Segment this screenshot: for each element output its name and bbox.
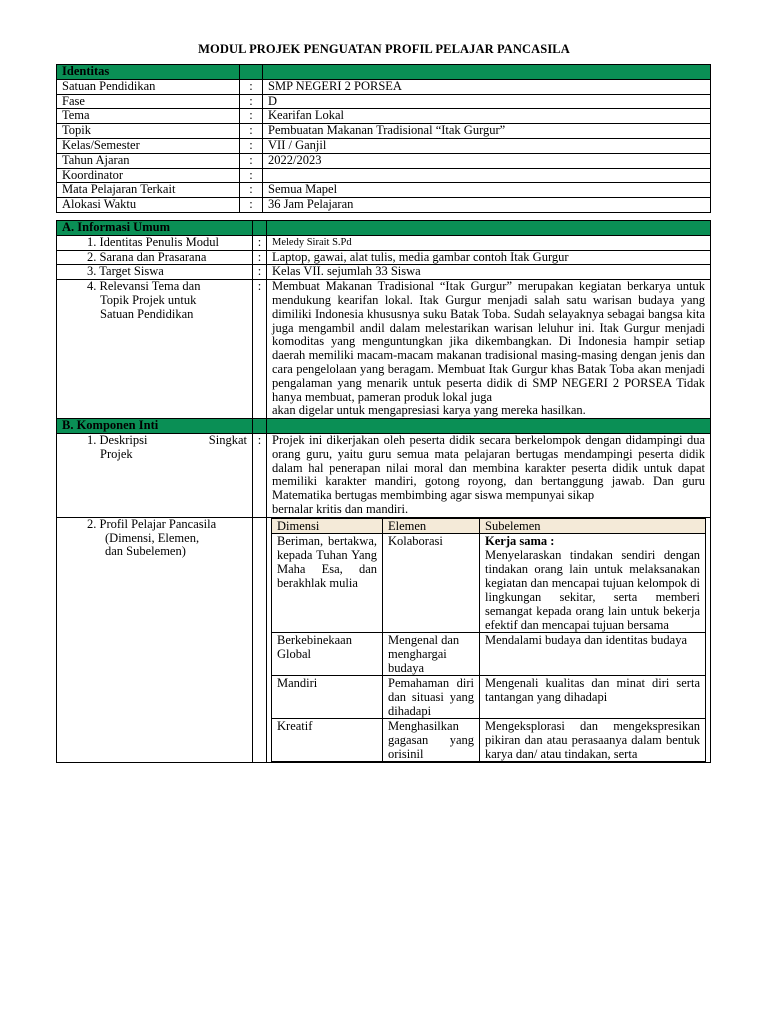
row-value: VII / Ganjil [263,138,711,153]
table-row: 3. Target Siswa : Kelas VII. sejumlah 33 Siswa [57,265,711,280]
elemen-cell: Menghasilkan gagasan yang orisinil [383,718,480,761]
deskripsi-text: Projek ini dikerjakan oleh peserta didik secara berkelompok dengan didampingi dua orang guru, yaitu guru semua mata pelajaran bertugas mendampingi peserta didik dalam hal penerapan nilai moral dan membina karakter peserta didik untuk dapat memiliki karakter mandiri, gotong royong, dan bertanggung jawab. Dan guru Matematika bertugas membimbing agar siswa mempunyai sikap bernalar kritis dan mandiri. [267,433,711,517]
dimensi-cell: Kreatif [272,718,383,761]
elemen-cell: Mengenal dan menghargai budaya [383,632,480,675]
modul-content-table [56,220,711,763]
row-value: 2022/2023 [263,153,711,168]
identitas-header: Identitas [57,65,240,80]
dimensi-cell: Berkebinekaan Global [272,632,383,675]
table-row: 1. Identitas Penulis Modul : Meledy Sirait S.Pd [57,235,711,250]
section-b-header: B. Komponen Inti [57,419,253,434]
row-label: 2. Sarana dan Prasarana [57,250,253,265]
subelemen-cell: Mengenali kualitas dan minat diri serta tantangan yang dihadapi [480,675,706,718]
identitas-table [56,64,711,213]
table-row [272,718,706,761]
col-subelemen: Subelemen [480,518,706,533]
table-row: 2. Sarana dan Prasarana : Laptop, gawai, alat tulis, media gambar contoh Itak Gurgur [57,250,711,265]
relevansi-text: Membuat Makanan Tradisional “Itak Gurgur” merupakan kegiatan berkarya untuk mendukung kearifan lokal. Itak Gurgur menjadi salah satu warisan budaya yang dimiliki Indonesia khususnya suku Batak Toba. Sudah selayaknya sebagai bangsa kita juga mengambil andil dalam melestarikan warisan leluhur ini. Itak Gurgur menjadi komoditas yang menguntungkan jika dikembangkan. Di Indonesia hampir setiap daerah memiliki macam-macam makanan tradisional masing-masing dengan jenis dan cara pengelolaan yang beragam. Membuat Itak Gurgur khas Batak Toba akan menjadi pengalaman yang menarik untuk peserta didik di SMP NEGERI 2 PORSEA Tidak hanya membuat, pameran produk lokal juga akan digelar untuk mengapresiasi karya yang mereka hasilkan. [267,280,711,419]
deskripsi-label: 1. Deskripsi Singkat Projek [57,433,253,517]
subelemen-cell: Kerja sama : Menyelaraskan tindakan sendiri dengan tindakan orang lain untuk melaksanakan kegiatan dan mencapai tujuan kelompok di lingkungan sekitar, serta memberi semangat kepada orang lain untuk bekerja efektif dan mencapai tujuan bersama [480,533,706,632]
identitas-header-row [57,65,711,80]
row-value: D [263,94,711,109]
table-row [272,533,706,632]
subelemen-cell: Mendalami budaya dan identitas budaya [480,632,706,675]
row-value: Pembuatan Makanan Tradisional “Itak Gurgur” [263,124,711,139]
row-value [263,168,711,183]
section-a-header: A. Informasi Umum [57,221,253,236]
relevansi-row: 4. Relevansi Tema dan Topik Projek untuk Satuan Pendidikan : Membuat Makanan Tradisional “Itak Gurgur” merupakan kegiatan berkarya untuk mendukung kearifan lokal. Itak Gurgur menjadi salah satu warisan budaya yang dimiliki Indonesia khususnya suku Batak Toba. Sudah selayaknya sebagai bangsa kita juga mengambil andil dalam melestarikan warisan leluhur ini. Itak Gurgur menjadi komoditas yang menguntungkan jika dikembangkan. Di Indonesia hampir setiap daerah memiliki macam-macam makanan tradisional masing-masing dengan jenis dan cara pengelolaan yang beragam. Membuat Itak Gurgur khas Batak Toba akan menjadi pengalaman yang menarik untuk peserta didik di SMP NEGERI 2 PORSEA Tidak hanya membuat, pameran produk lokal juga akan digelar untuk mengapresiasi karya yang mereka hasilkan. [57,280,711,419]
elemen-cell: Kolaborasi [383,533,480,632]
deskripsi-row: 1. Deskripsi Singkat Projek : Projek ini dikerjakan oleh peserta didik secara berkelompok dengan didampingi dua orang guru, yaitu guru semua mata pelajaran bertugas mendampingi peserta didik dalam hal penerapan nilai moral dan membina karakter peserta didik untuk dapat memiliki karakter mandiri, gotong royong, dan bertanggung jawab. Dan guru Matematika bertugas membimbing agar siswa mempunyai sikap bernalar kritis dan mandiri. [57,433,711,517]
table-row: Topik : Pembuatan Makanan Tradisional “Itak Gurgur” [57,124,711,139]
profil-header-row [272,518,706,533]
row-value: Laptop, gawai, alat tulis, media gambar contoh Itak Gurgur [267,250,711,265]
table-row [272,675,706,718]
table-row: Alokasi Waktu : 36 Jam Pelajaran [57,198,711,213]
col-elemen: Elemen [383,518,480,533]
row-label: Kelas/Semester [57,138,240,153]
table-row: Fase : D [57,94,711,109]
profil-pelajar-table [271,518,706,762]
table-row: Kelas/Semester : VII / Ganjil [57,138,711,153]
profil-row [57,517,711,762]
table-row: Tema : Kearifan Lokal [57,109,711,124]
row-label: Tahun Ajaran [57,153,240,168]
table-row: Koordinator : [57,168,711,183]
table-row: Mata Pelajaran Terkait : Semua Mapel [57,183,711,198]
row-value: SMP NEGERI 2 PORSEA [263,79,711,94]
table-row: Tahun Ajaran : 2022/2023 [57,153,711,168]
table-row [272,632,706,675]
profil-cell [267,517,711,762]
section-b-header-row [57,419,711,434]
row-label: Satuan Pendidikan [57,79,240,94]
row-value: 36 Jam Pelajaran [263,198,711,213]
row-label: Alokasi Waktu [57,198,240,213]
row-label: Topik [57,124,240,139]
row-label: Mata Pelajaran Terkait [57,183,240,198]
row-label: Fase [57,94,240,109]
dimensi-cell: Beriman, bertakwa, kepada Tuhan Yang Maha Esa, dan berakhlak mulia [272,533,383,632]
page-title: MODUL PROJEK PENGUATAN PROFIL PELAJAR PANCASILA [198,42,570,56]
col-dimensi: Dimensi [272,518,383,533]
row-value: Meledy Sirait S.Pd [267,235,711,250]
row-label: 1. Identitas Penulis Modul [57,235,253,250]
relevansi-label: 4. Relevansi Tema dan Topik Projek untuk Satuan Pendidikan [57,280,253,419]
section-a-header-row [57,221,711,236]
row-label: Tema [57,109,240,124]
elemen-cell: Pemahaman diri dan situasi yang dihadapi [383,675,480,718]
row-label: Koordinator [57,168,240,183]
table-row: Satuan Pendidikan : SMP NEGERI 2 PORSEA [57,79,711,94]
row-value: Semua Mapel [263,183,711,198]
subelemen-cell: Mengeksplorasi dan mengekspresikan pikiran dan atau perasaanya dalam bentuk karya dan/ atau tindakan, serta [480,718,706,761]
row-value: Kearifan Lokal [263,109,711,124]
row-value: Kelas VII. sejumlah 33 Siswa [267,265,711,280]
row-label: 3. Target Siswa [57,265,253,280]
dimensi-cell: Mandiri [272,675,383,718]
profil-label: 2. Profil Pelajar Pancasila (Dimensi, Elemen, dan Subelemen) [57,517,253,762]
